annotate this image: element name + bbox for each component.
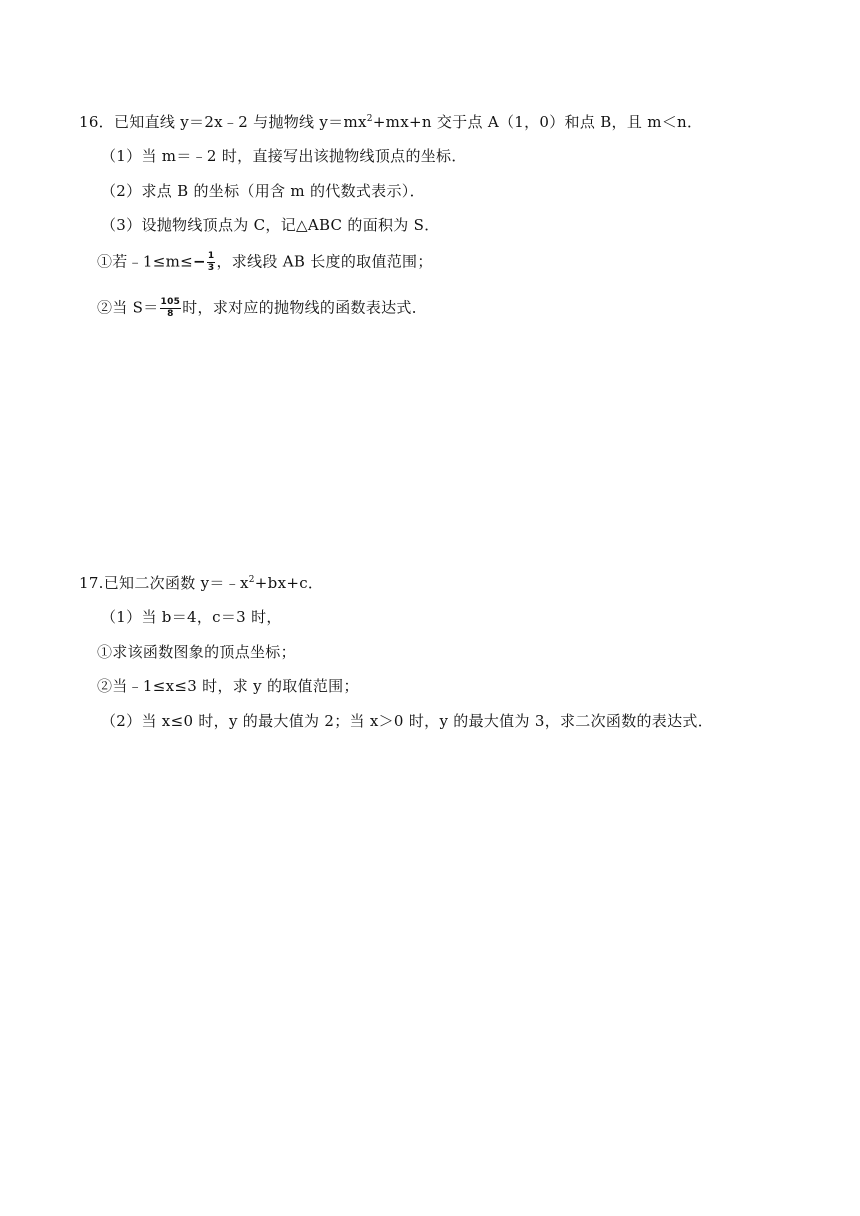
q17-part-1: （1）当 b＝4，c＝3 时， — [101, 608, 282, 626]
q17-sub-2: ②当﹣1≤x≤3 时，求 y 的取值范围； — [97, 677, 359, 695]
q16-stem-exponent: 2 — [366, 114, 373, 124]
q16-part-2: （2）求点 B 的坐标（用含 m 的代数式表示）． — [101, 182, 425, 200]
q16-sub-1 — [97, 251, 433, 274]
q16-sub1-suffix: ，求线段 AB 长度的取值范围； — [216, 252, 433, 271]
q16-sub1-prefix: ①若﹣1≤m≤ — [97, 252, 194, 271]
q17-part-2: （2）当 x≤0 时，y 的最大值为 2；当 x＞0 时，y 的最大值为 3，求二次函数的表达式． — [101, 712, 714, 730]
q17-stem-exponent: 2 — [248, 575, 255, 585]
q16-stem-suffix: +mx+n 交于点 A（1，0）和点 B，且 m＜n． — [372, 113, 703, 131]
fraction-denominator: 8 — [167, 309, 174, 319]
q16-sub1-fraction — [207, 251, 216, 274]
q17-stem — [79, 573, 323, 593]
fraction-numerator: 105 — [160, 297, 181, 307]
q16-part-1: （1）当 m＝﹣2 时，直接写出该抛物线顶点的坐标． — [101, 147, 467, 165]
q16-sub2-suffix: 时，求对应的抛物线的函数表达式． — [182, 298, 428, 317]
q17-sub-1: ①求该函数图象的顶点坐标； — [97, 643, 296, 661]
q16-part-3: （3）设抛物线顶点为 C，记△ABC 的面积为 S． — [101, 216, 440, 234]
fraction-denominator: 3 — [207, 263, 215, 273]
q17-stem-suffix: +bx+c． — [254, 574, 324, 592]
q16-sub-2 — [97, 297, 427, 320]
q16-stem — [79, 112, 702, 132]
q16-sub1-minus: − — [193, 252, 206, 271]
q16-stem-prefix: 16．已知直线 y＝2x﹣2 与抛物线 y＝mx — [79, 113, 367, 131]
q17-stem-prefix: 17.已知二次函数 y＝﹣x — [79, 574, 249, 592]
q16-sub2-fraction — [160, 297, 182, 320]
q16-sub2-prefix: ②当 S＝ — [97, 298, 159, 317]
fraction-numerator: 1 — [207, 251, 215, 261]
